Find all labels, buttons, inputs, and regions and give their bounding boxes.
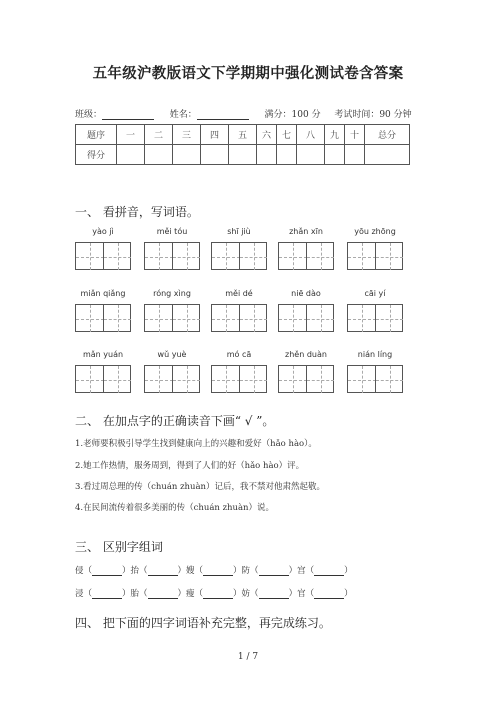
full-score-label: 满分：100 分: [264, 110, 321, 120]
score-cell[interactable]: [365, 145, 410, 165]
header-cell: 七: [277, 125, 297, 145]
answer-blank[interactable]: [203, 567, 233, 576]
writing-cell[interactable]: [212, 243, 240, 270]
answer-blank[interactable]: [92, 590, 122, 599]
writing-cell[interactable]: [375, 243, 403, 270]
writing-grid[interactable]: [144, 365, 200, 393]
writing-grid[interactable]: [278, 365, 334, 393]
writing-cell[interactable]: [306, 305, 334, 332]
answer-blank[interactable]: [148, 590, 178, 599]
exam-time-label: 考试时间：90 分钟: [334, 110, 412, 120]
writing-grid[interactable]: [211, 365, 267, 393]
answer-blank[interactable]: [314, 567, 344, 576]
char-prompt: 侵（: [75, 566, 93, 576]
writing-grid[interactable]: [211, 304, 267, 332]
pinyin-label: yào jì: [92, 227, 114, 236]
score-cell[interactable]: [325, 145, 345, 165]
pinyin-label: mó cā: [226, 350, 252, 359]
score-cell[interactable]: [277, 145, 297, 165]
char-prompt: 浸（: [75, 589, 93, 599]
pinyin-label: zhěn duàn: [285, 350, 327, 359]
writing-cell[interactable]: [279, 366, 307, 393]
score-table-score-row: [76, 145, 410, 165]
question-item: 2.她工作热情，服务周到，得到了人们的好（hǎo hào）评。: [75, 461, 305, 471]
writing-grid[interactable]: [75, 365, 131, 393]
writing-cell[interactable]: [375, 366, 403, 393]
char-prompt: ）: [344, 589, 353, 599]
score-cell[interactable]: [345, 145, 365, 165]
score-cell[interactable]: [201, 145, 229, 165]
writing-cell[interactable]: [172, 366, 200, 393]
question-item: 3.看过周总理的传（chuán zhuàn）记后，我不禁对他肃然起敬。: [75, 482, 326, 492]
answer-blank[interactable]: [203, 590, 233, 599]
header-cell: 题序: [76, 125, 117, 145]
header-cell: 总分: [365, 125, 410, 145]
char-prompt: ）妨（: [233, 589, 259, 599]
pinyin-label: nián líng: [357, 350, 393, 359]
char-prompt: ）胎（: [122, 589, 148, 599]
char-prompt: ）嫂（: [177, 566, 204, 576]
header-cell: 六: [257, 125, 277, 145]
writing-cell[interactable]: [348, 305, 376, 332]
header-cell: 一: [117, 125, 145, 145]
writing-cell[interactable]: [145, 243, 173, 270]
score-cell[interactable]: [145, 145, 173, 165]
writing-cell[interactable]: [306, 366, 334, 393]
pinyin-label: niē dào: [291, 289, 321, 298]
writing-grid[interactable]: [75, 242, 131, 270]
pinyin-label: mǎn yuán: [82, 350, 124, 359]
question-item: 1.老师要积极引导学生找到健康向上的兴趣和爱好（hǎo hào）。: [75, 439, 317, 449]
writing-grid[interactable]: [144, 304, 200, 332]
pinyin-label: miǎn qiǎng: [80, 289, 126, 298]
section3-heading: 三、 区别字组词: [75, 540, 163, 554]
writing-grid[interactable]: [278, 304, 334, 332]
char-prompt: ）: [344, 566, 353, 576]
pinyin-label: wǔ yuè: [157, 350, 187, 359]
writing-cell[interactable]: [76, 243, 104, 270]
writing-cell[interactable]: [76, 366, 104, 393]
section2-heading: 二、 在加点字的正确读音下画“ √ ”。: [75, 414, 275, 428]
header-cell: 九: [325, 125, 345, 145]
writing-grid[interactable]: [347, 365, 403, 393]
score-cell[interactable]: [117, 145, 145, 165]
writing-grid[interactable]: [144, 242, 200, 270]
writing-cell[interactable]: [239, 243, 267, 270]
char-prompt: ）防（: [233, 566, 259, 576]
score-cell[interactable]: [229, 145, 257, 165]
pinyin-label: měi dé: [225, 289, 253, 298]
word-group-row-2: [75, 587, 353, 599]
score-cell[interactable]: [297, 145, 325, 165]
writing-cell[interactable]: [306, 243, 334, 270]
writing-cell[interactable]: [279, 305, 307, 332]
writing-cell[interactable]: [239, 366, 267, 393]
section4-heading: 四、 把下面的四字词语补充完整，再完成练习。: [75, 616, 331, 630]
writing-cell[interactable]: [172, 305, 200, 332]
pinyin-label: měi tóu: [156, 227, 188, 236]
header-cell: 五: [229, 125, 257, 145]
score-row-label: 得分: [76, 145, 117, 165]
writing-cell[interactable]: [145, 305, 173, 332]
writing-cell[interactable]: [279, 243, 307, 270]
page-title: 五年级沪教版语文下学期期中强化测试卷含答案: [92, 66, 404, 82]
name-blank: [197, 110, 249, 120]
writing-cell[interactable]: [239, 305, 267, 332]
question-item: 4.在民间流传着很多美丽的传（chuán zhuàn）说。: [75, 503, 275, 513]
writing-cell[interactable]: [172, 243, 200, 270]
header-cell: 二: [145, 125, 173, 145]
writing-grid[interactable]: [75, 304, 131, 332]
writing-cell[interactable]: [348, 243, 376, 270]
pinyin-label: cāi yí: [364, 289, 386, 298]
char-prompt: ）宫（: [288, 566, 315, 576]
answer-blank[interactable]: [259, 567, 289, 576]
score-cell[interactable]: [257, 145, 277, 165]
name-label: 姓名：: [169, 110, 197, 120]
writing-cell[interactable]: [103, 305, 131, 332]
char-prompt: ）抬（: [122, 566, 148, 576]
answer-blank[interactable]: [148, 567, 178, 576]
writing-cell[interactable]: [103, 243, 131, 270]
writing-grid[interactable]: [211, 242, 267, 270]
section1-heading: 一、 看拼音，写词语。: [75, 205, 199, 219]
writing-cell[interactable]: [103, 366, 131, 393]
writing-cell[interactable]: [212, 305, 240, 332]
writing-cell[interactable]: [212, 366, 240, 393]
pinyin-label: zhǎn xīn: [289, 227, 323, 236]
char-prompt: ）官（: [288, 589, 315, 599]
char-prompt: ）瘦（: [177, 589, 204, 599]
writing-grid[interactable]: [347, 242, 403, 270]
score-table-header-row: [76, 125, 410, 145]
writing-cell[interactable]: [145, 366, 173, 393]
score-cell[interactable]: [173, 145, 201, 165]
writing-cell[interactable]: [76, 305, 104, 332]
answer-blank[interactable]: [92, 567, 122, 576]
word-group-row-1: [75, 564, 353, 576]
answer-blank[interactable]: [259, 590, 289, 599]
writing-grid[interactable]: [278, 242, 334, 270]
writing-cell[interactable]: [375, 305, 403, 332]
header-cell: 四: [201, 125, 229, 145]
header-cell: 三: [173, 125, 201, 145]
page-number: 1 / 7: [237, 652, 259, 662]
pinyin-label: róng xìng: [153, 289, 191, 298]
class-blank: [102, 110, 154, 120]
pinyin-label: shī jiù: [227, 227, 251, 236]
score-table: [75, 124, 410, 165]
writing-grid[interactable]: [347, 304, 403, 332]
answer-blank[interactable]: [314, 590, 344, 599]
exam-info-line: [75, 107, 435, 120]
header-cell: 十: [345, 125, 365, 145]
writing-cell[interactable]: [348, 366, 376, 393]
header-cell: 八: [297, 125, 325, 145]
class-label: 班级：: [75, 110, 103, 120]
pinyin-label: yōu zhōng: [354, 227, 396, 236]
